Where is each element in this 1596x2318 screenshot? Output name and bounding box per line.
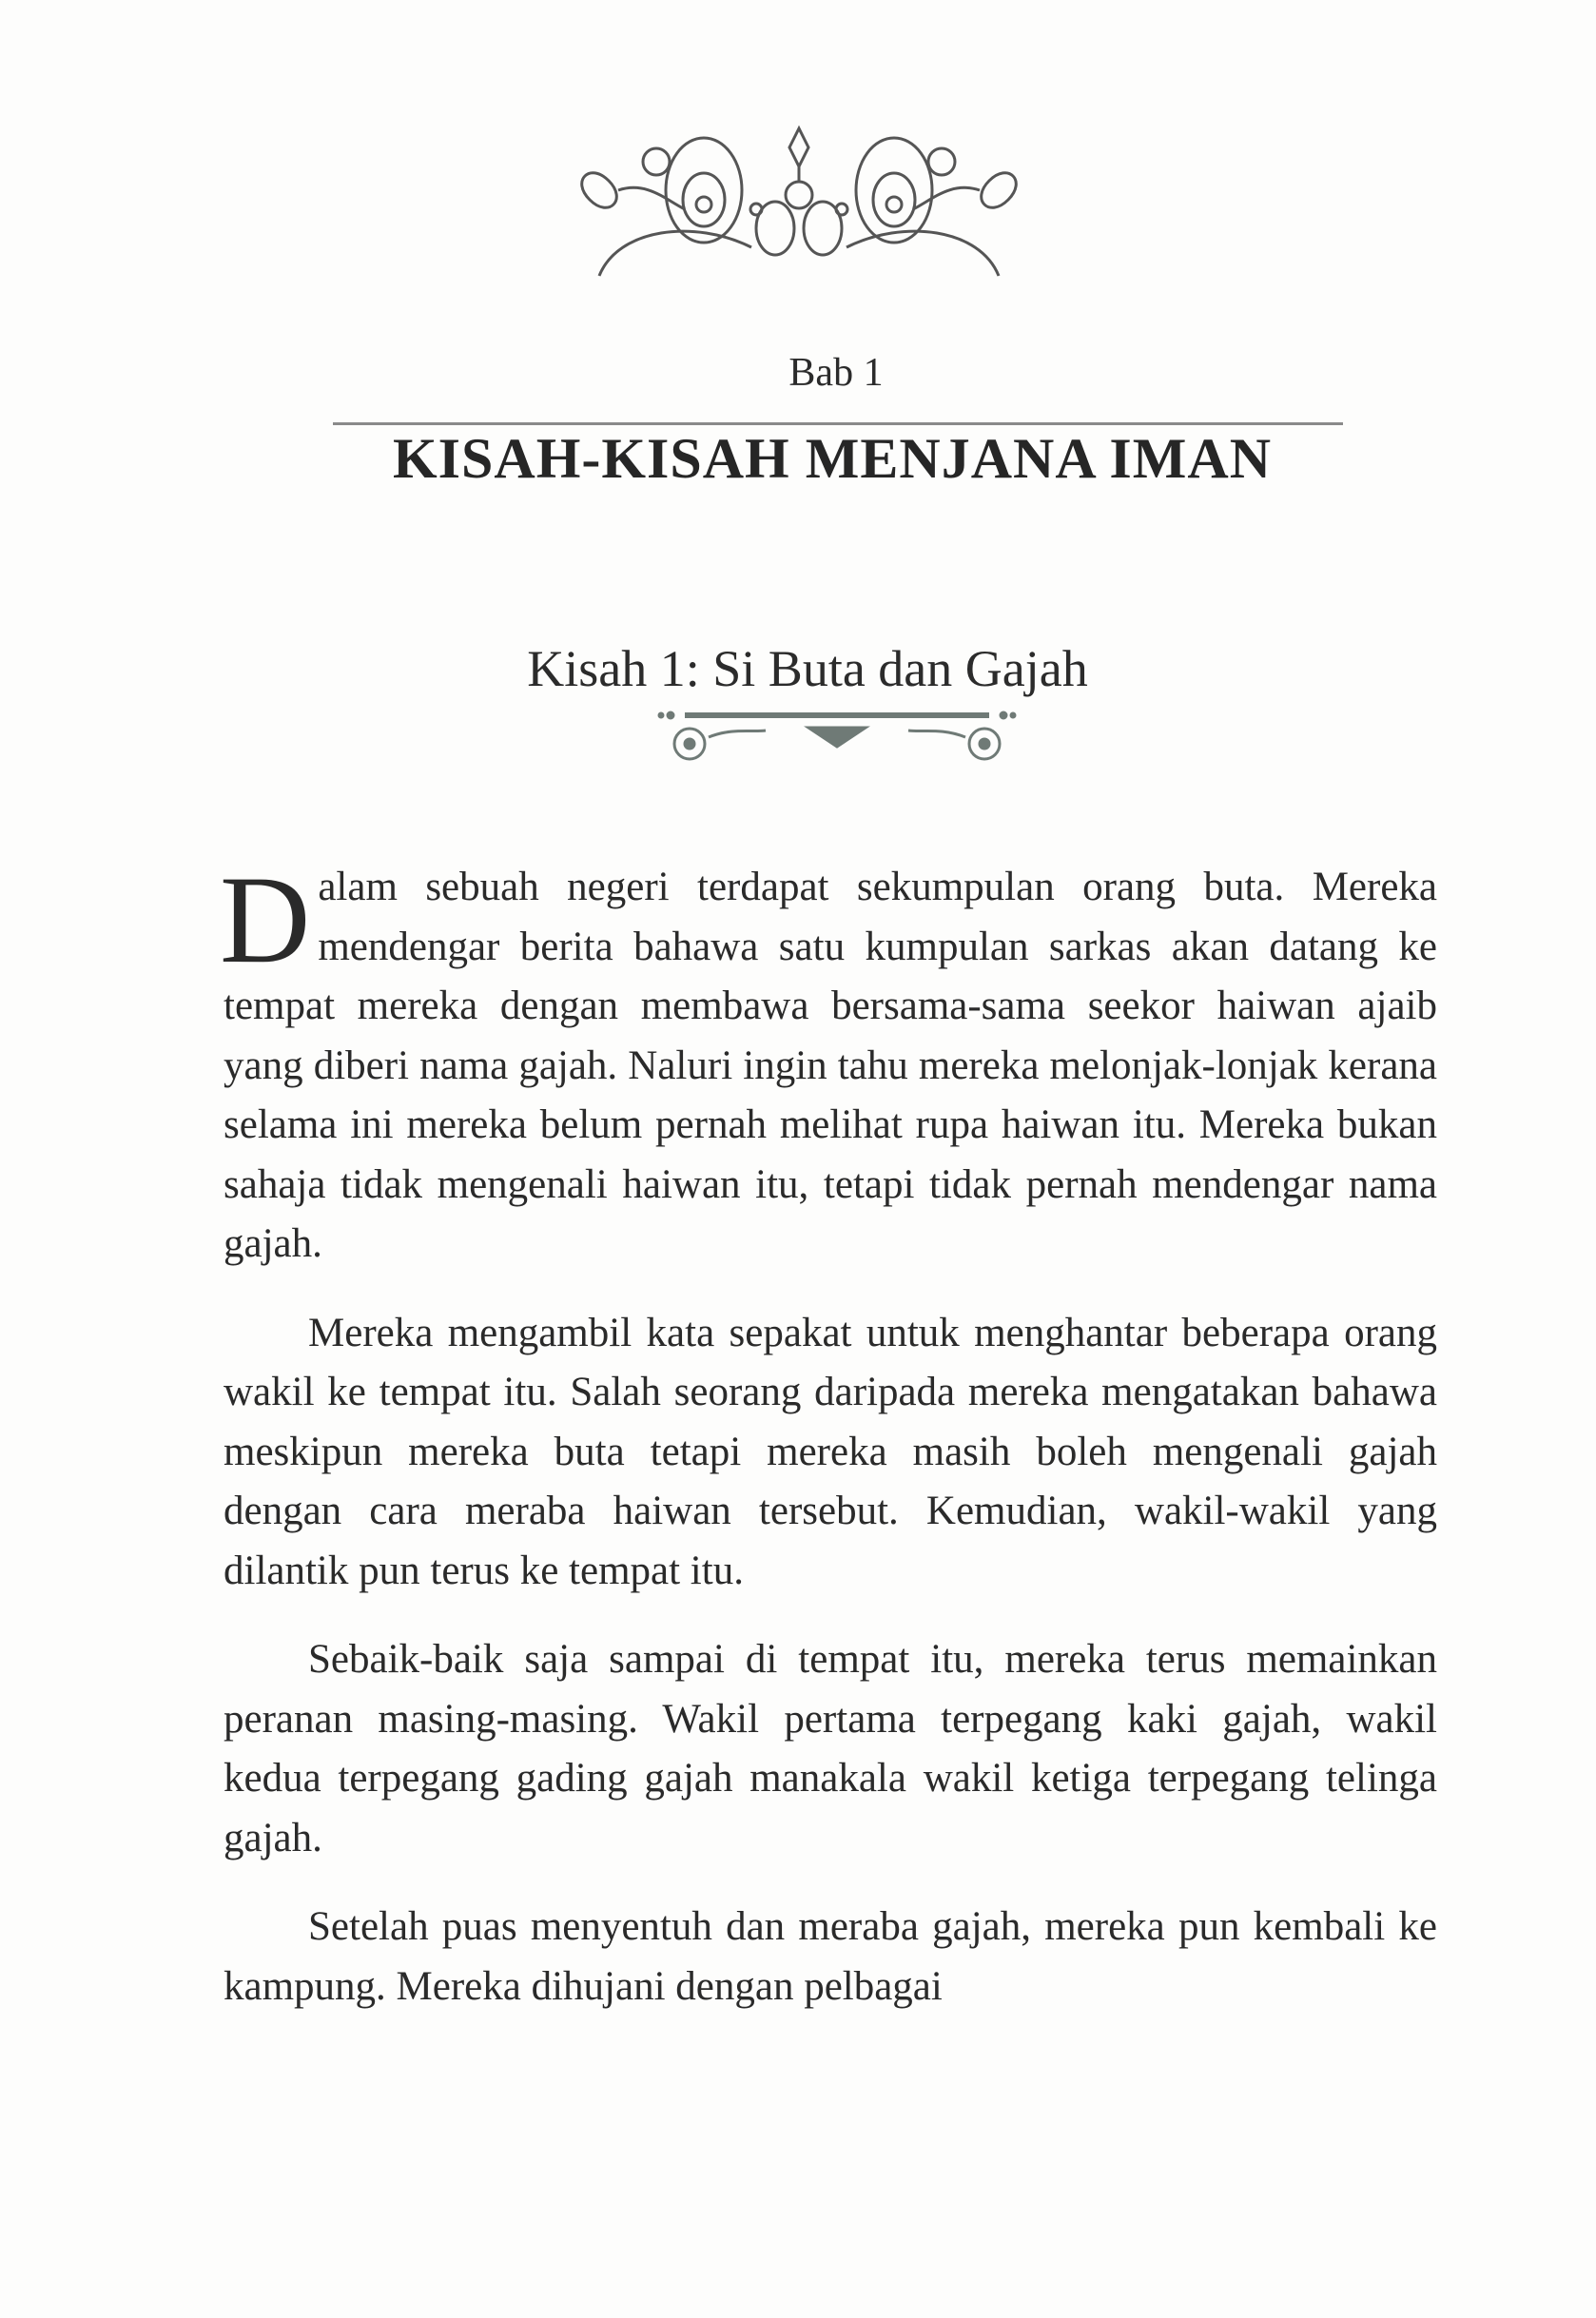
paragraph-text: alam sebuah negeri terdapat sekumpulan orang buta. Mereka mendengar berita bahawa satu kumpulan sarkas akan datang ke tempat mereka dengan membawa bersama-sama seekor haiwan ajaib yang diberi nama gajah. Naluri ingin tahu mereka melonjak-lonjak kerana selama ini mereka belum pernah melihat rupa haiwan itu. Mereka bukan sahaja tidak mengenali haiwan itu, tetapi tidak pernah mendengar nama gajah. (224, 865, 1437, 1266)
paragraph: Mereka mengambil kata sepakat untuk menghantar beberapa orang wakil ke tempat itu. Salah seorang daripada mereka mengatakan bahawa meskipun mereka buta tetapi mereka masih boleh mengenali gajah dengan cara meraba haiwan tersebut. Kemudian, wakil-wakil yang dilantik pun terus ke tempat itu. (224, 1310, 1437, 1593)
divider-flourish-icon (647, 704, 1027, 770)
chapter-divider (333, 422, 1343, 425)
chapter-label: Bab 1 (788, 351, 884, 395)
paragraph: Sebaik-baik saja sampai di tempat itu, mereka terus memainkan peranan masing-masing. Wakil pertama terpegang kaki gajah, wakil kedua terpegang gading gajah manakala wakil ketiga terpegang telinga gajah. (224, 1637, 1437, 1860)
paragraph (220, 849, 1437, 1275)
paragraph: Setelah puas menyentuh dan meraba gajah, mereka pun kembali ke kampung. Mereka dihujani dengan pelbagai (224, 1904, 1437, 2009)
ornament-flourish-icon (561, 114, 1037, 285)
drop-cap: D (220, 849, 311, 989)
story-title: Kisah 1: Si Buta dan Gajah (527, 640, 1088, 697)
story-body (220, 849, 1437, 2046)
chapter-title: KISAH-KISAH MENJANA IMAN (392, 427, 1273, 490)
